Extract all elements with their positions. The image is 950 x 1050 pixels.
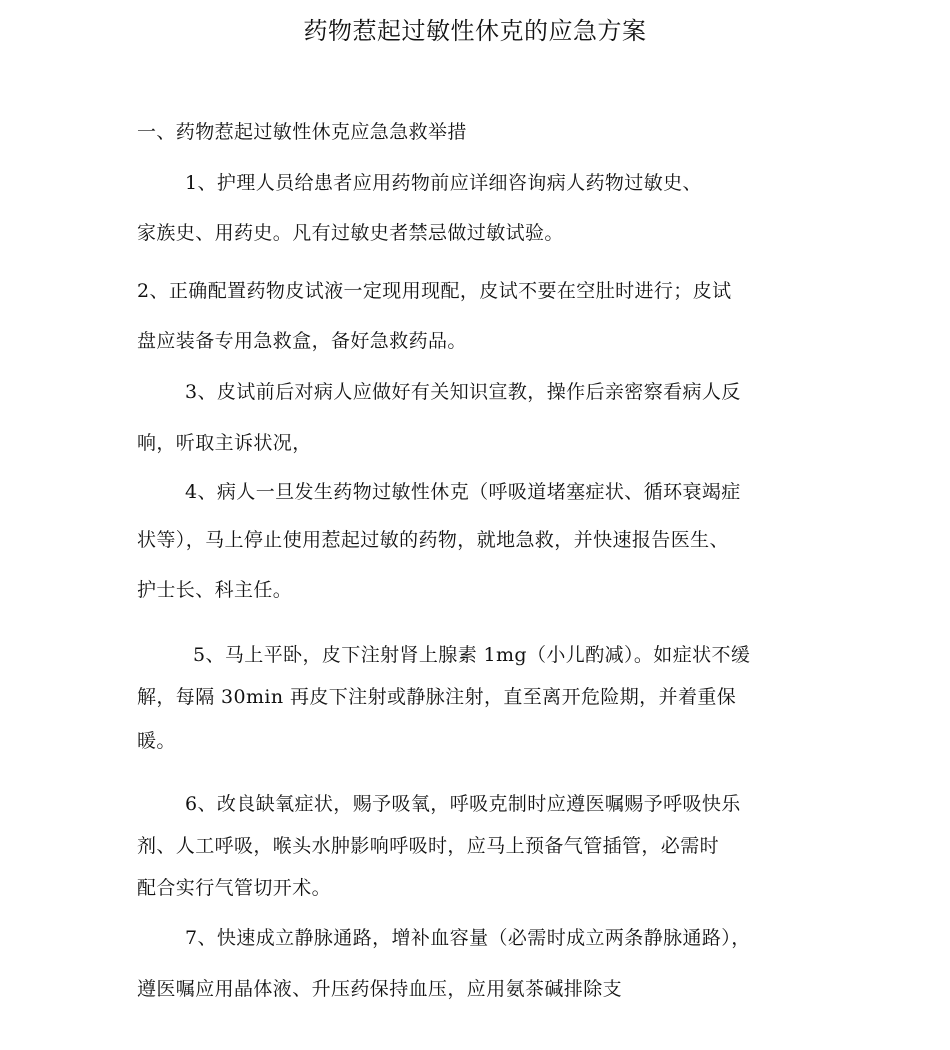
item-6-line-1: 6、改良缺氧症状，赐予吸氧，呼吸克制时应遵医嘱赐予呼吸快乐 <box>185 793 741 815</box>
item-6-line-2: 剂、人工呼吸，喉头水肿影响呼吸时，应马上预备气管插管，必需时 <box>137 835 720 857</box>
item-3-line-2: 响，听取主诉状况， <box>137 432 312 454</box>
item-5-line-3: 暖。 <box>137 730 176 752</box>
item-7-line-2: 遵医嘱应用晶体液、升压药保持血压，应用氨茶碱排除支 <box>137 978 623 1000</box>
item-5-line-1: 5、马上平卧，皮下注射肾上腺素 1mg（小儿酌减）。如症状不缓 <box>193 644 751 666</box>
item-4-line-3: 护士长、科主任。 <box>137 579 293 601</box>
item-4-line-2: 状等），马上停止使用惹起过敏的药物，就地急救，并快速报告医生、 <box>137 529 729 551</box>
item-5-line-2: 解，每隔 30min 再皮下注射或静脉注射，直至离开危险期，并着重保 <box>137 686 737 708</box>
item-2-line-2: 盘应装备专用急救盒，备好急救药品。 <box>137 330 467 352</box>
item-7-line-1: 7、快速成立静脉通路，增补血容量（必需时成立两条静脉通路）， <box>185 927 751 949</box>
item-1-line-2: 家族史、用药史。凡有过敏史者禁忌做过敏试验。 <box>137 222 564 244</box>
item-2-line-1: 2、正确配置药物皮试液一定现用现配，皮试不要在空肚时进行；皮试 <box>137 280 732 302</box>
document-title: 药物惹起过敏性休克的应急方案 <box>303 17 647 45</box>
item-6-line-3: 配合实行气管切开术。 <box>137 877 332 899</box>
section-heading: 一、药物惹起过敏性休克应急急救举措 <box>137 121 467 143</box>
item-3-line-1: 3、皮试前后对病人应做好有关知识宣教，操作后亲密察看病人反 <box>185 381 741 403</box>
item-1-line-1: 1、护理人员给患者应用药物前应详细咨询病人药物过敏史、 <box>185 172 702 194</box>
item-4-line-1: 4、病人一旦发生药物过敏性休克（呼吸道堵塞症状、循环衰竭症 <box>185 481 741 503</box>
